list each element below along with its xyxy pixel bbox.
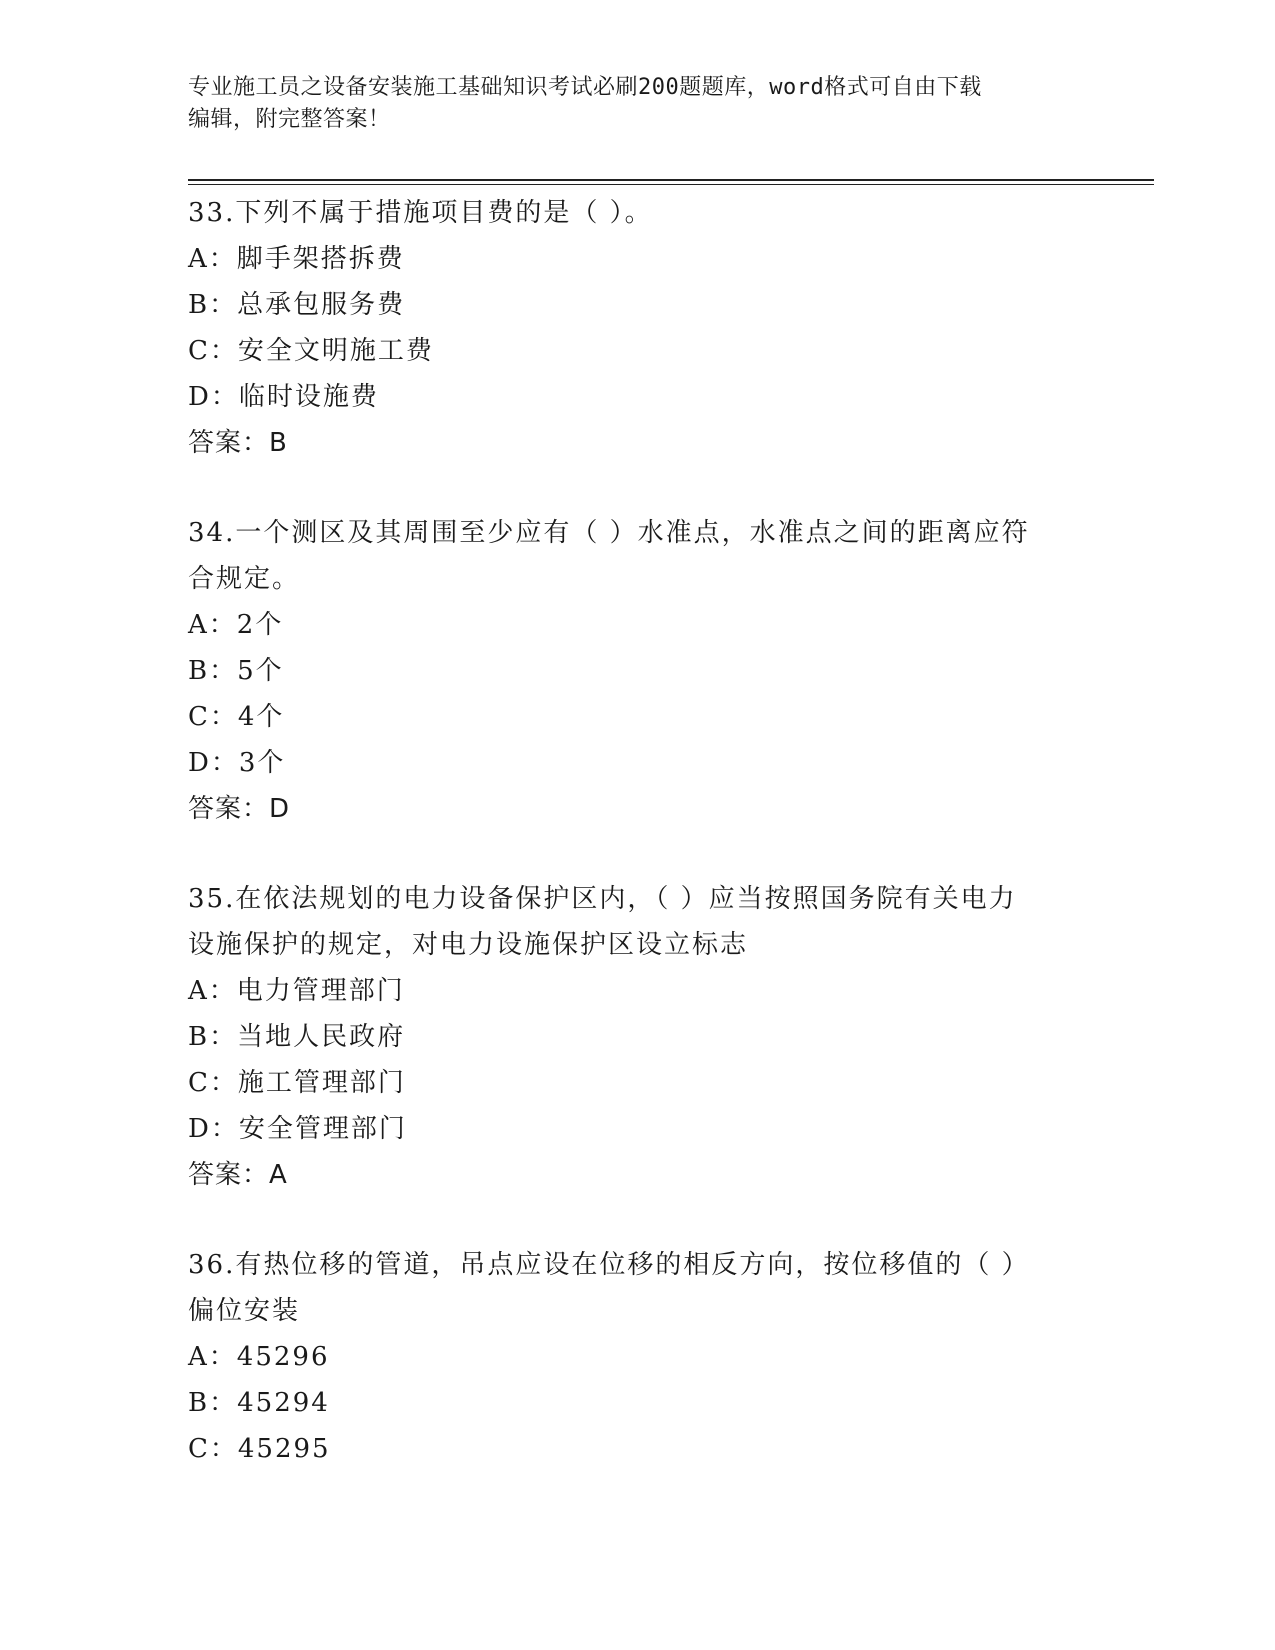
- option-d: D：3个: [188, 748, 286, 778]
- question-stem: 35.在依法规划的电力设备保护区内，（ ）应当按照国务院有关电力: [188, 884, 1017, 914]
- option-d: D：临时设施费: [188, 382, 379, 412]
- option-b: B：5个: [188, 656, 284, 686]
- option-d: D：安全管理部门: [188, 1114, 407, 1144]
- option-a: A：电力管理部门: [188, 976, 405, 1006]
- question-stem-continued: 偏位安装: [188, 1296, 301, 1326]
- option-a: A：脚手架搭拆费: [188, 244, 405, 274]
- option-b: B：当地人民政府: [188, 1022, 406, 1052]
- option-c: C：45295: [188, 1434, 331, 1464]
- header-line-2: 编辑，附完整答案！: [188, 107, 391, 132]
- option-a: A：45296: [188, 1342, 330, 1372]
- answer-line: 答案：A: [188, 1160, 288, 1190]
- option-c: C：4个: [188, 702, 285, 732]
- question-stem: 33.下列不属于措施项目费的是（ ）。: [188, 198, 653, 228]
- document-header: [188, 72, 1088, 136]
- answer-line: 答案：B: [188, 428, 288, 458]
- question-stem: 36.有热位移的管道，吊点应设在位移的相反方向，按位移值的（ ）: [188, 1250, 1030, 1280]
- question-36: [188, 1242, 1088, 1472]
- question-stem: 34.一个测区及其周围至少应有（ ）水准点，水准点之间的距离应符: [188, 518, 1030, 548]
- header-divider-thick: [188, 179, 1154, 181]
- question-35: [188, 876, 1088, 1198]
- option-b: B：45294: [188, 1388, 330, 1418]
- header-divider-thin: [188, 184, 1154, 185]
- option-b: B：总承包服务费: [188, 290, 406, 320]
- question-stem-continued: 设施保护的规定，对电力设施保护区设立标志: [188, 930, 749, 960]
- question-stem-continued: 合规定。: [188, 564, 301, 594]
- question-34: [188, 510, 1088, 832]
- option-c: C：安全文明施工费: [188, 336, 434, 366]
- answer-line: 答案：D: [188, 794, 291, 824]
- option-c: C：施工管理部门: [188, 1068, 406, 1098]
- question-33: [188, 190, 1088, 466]
- question-list: [188, 190, 1088, 1516]
- header-line-1: 专业施工员之设备安装施工基础知识考试必刷200题题库，word格式可自由下载: [188, 75, 982, 100]
- option-a: A：2个: [188, 610, 284, 640]
